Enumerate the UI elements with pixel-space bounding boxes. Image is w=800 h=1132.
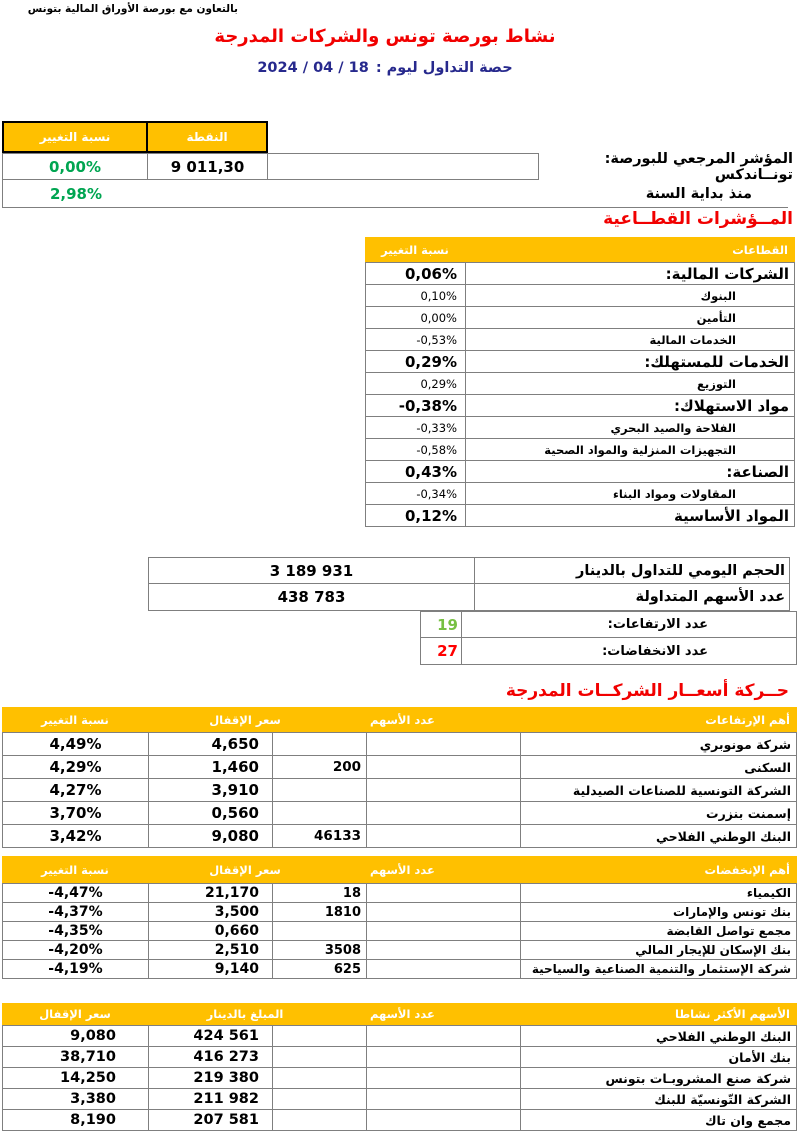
empty-cell bbox=[366, 756, 520, 779]
company-name: شركة الإستثمار والتنمية الصناعية والسياحية bbox=[520, 960, 797, 979]
sector-name: الشركات المالية: bbox=[465, 263, 795, 285]
column-header-close-price: سعر الإقفال bbox=[39, 1007, 111, 1021]
column-header-shares: عدد الأسهم bbox=[370, 1007, 435, 1021]
empty-cell bbox=[366, 779, 520, 802]
empty-cell bbox=[366, 960, 520, 979]
company-name: الكيمياء bbox=[520, 884, 797, 903]
advances-label: عدد الارتفاعات: bbox=[607, 617, 708, 632]
advances-row bbox=[420, 611, 797, 638]
table-row bbox=[2, 1110, 797, 1131]
sector-name: الصناعة: bbox=[465, 461, 795, 483]
sector-change-value: 0,29% bbox=[365, 351, 465, 373]
table-row bbox=[2, 733, 797, 756]
session-label: حصة التداول ليوم : bbox=[375, 60, 513, 76]
traded-shares-value: 438 783 bbox=[149, 584, 475, 610]
shares-value bbox=[272, 733, 366, 756]
sector-change-value: -0,33% bbox=[365, 417, 465, 439]
change-value: -4,37% bbox=[2, 903, 148, 922]
company-name: الشركة التّونسيّة للبنك bbox=[520, 1089, 797, 1110]
empty-cell bbox=[366, 1089, 520, 1110]
shares-value: 3508 bbox=[272, 941, 366, 960]
sector-change-value: -0,53% bbox=[365, 329, 465, 351]
company-name: البنك الوطني الفلاحي bbox=[520, 1026, 797, 1047]
sector-change-value: 0,06% bbox=[365, 263, 465, 285]
company-name: بنك الإسكان للإيجار المالي bbox=[520, 941, 797, 960]
empty-cell bbox=[366, 941, 520, 960]
table-row bbox=[2, 1026, 797, 1047]
index-ytd-row bbox=[2, 180, 788, 208]
sector-name: التأمين bbox=[465, 307, 795, 329]
index-col-header-point: النقطة bbox=[146, 121, 268, 153]
change-value: -4,35% bbox=[2, 922, 148, 941]
sector-change-value: 0,29% bbox=[365, 373, 465, 395]
column-header-shares: عدد الأسهم bbox=[370, 712, 435, 727]
change-value: 3,70% bbox=[2, 802, 148, 825]
sector-name: البنوك bbox=[465, 285, 795, 307]
table-row bbox=[365, 307, 795, 329]
sector-change-value: 0,12% bbox=[365, 505, 465, 527]
table-row bbox=[2, 825, 797, 848]
table-row bbox=[2, 922, 797, 941]
table-row bbox=[365, 285, 795, 307]
movement-section-heading: حــركة أسعــار الشركــات المدرجة bbox=[505, 681, 789, 701]
empty-cell bbox=[267, 153, 539, 180]
index-col-header-change: نسبة التغيير bbox=[2, 121, 148, 153]
table-row bbox=[2, 1047, 797, 1068]
declines-label: عدد الانخفاضات: bbox=[602, 643, 708, 659]
company-name: بنك تونس والإمارات bbox=[520, 903, 797, 922]
shares-value bbox=[272, 802, 366, 825]
sector-section-heading: المــؤشرات القطــاعية bbox=[603, 209, 793, 229]
column-header-shares: عدد الأسهم bbox=[370, 862, 435, 877]
empty-cell bbox=[366, 825, 520, 848]
session-date: 2024 / 04 / 18 bbox=[257, 60, 369, 76]
column-header-top-gainers: أهم الإرتفاعات bbox=[705, 712, 790, 727]
company-name: مجمع تواصل القابضة bbox=[520, 922, 797, 941]
session-line bbox=[0, 60, 770, 76]
price-value: 21,170 bbox=[148, 884, 272, 903]
cooperation-note: بالتعاون مع بورصة الأوراق المالية بتونس bbox=[27, 3, 238, 15]
empty-cell bbox=[366, 1047, 520, 1068]
sector-change-value: 0,10% bbox=[365, 285, 465, 307]
sector-change-value: -0,38% bbox=[365, 395, 465, 417]
price-value: 4,650 bbox=[148, 733, 272, 756]
empty-cell bbox=[366, 884, 520, 903]
price-value: 211 982 bbox=[148, 1089, 272, 1110]
losers-table-body bbox=[2, 883, 797, 979]
shares-value bbox=[272, 1110, 366, 1131]
change-value: -4,47% bbox=[2, 884, 148, 903]
index-point-value: 9 011,30 bbox=[147, 153, 268, 180]
shares-value: 1810 bbox=[272, 903, 366, 922]
sector-change-value: -0,34% bbox=[365, 483, 465, 505]
table-row bbox=[365, 263, 795, 285]
most-active-table-body bbox=[2, 1025, 797, 1131]
change-value: 4,27% bbox=[2, 779, 148, 802]
company-name: الشركة التونسية للصناعات الصيدلية bbox=[520, 779, 797, 802]
table-row bbox=[365, 439, 795, 461]
company-name: البنك الوطني الفلاحي bbox=[520, 825, 797, 848]
empty-cell bbox=[366, 922, 520, 941]
gainers-table-body bbox=[2, 732, 797, 848]
company-name: السكنى bbox=[520, 756, 797, 779]
change-value: 14,250 bbox=[2, 1068, 148, 1089]
volume-row bbox=[148, 557, 790, 584]
sector-name: الخدمات المالية bbox=[465, 329, 795, 351]
shares-value bbox=[272, 1047, 366, 1068]
sector-change-value: -0,58% bbox=[365, 439, 465, 461]
change-value: -4,19% bbox=[2, 960, 148, 979]
price-value: 219 380 bbox=[148, 1068, 272, 1089]
table-row bbox=[2, 941, 797, 960]
change-value: 4,49% bbox=[2, 733, 148, 756]
table-row bbox=[365, 329, 795, 351]
sector-name: مواد الاستهلاك: bbox=[465, 395, 795, 417]
shares-value bbox=[272, 1089, 366, 1110]
column-header-top-losers: أهم الإنخفضات bbox=[704, 862, 790, 877]
report-title: نشاط بورصة تونس والشركات المدرجة bbox=[214, 26, 556, 47]
change-value: 3,380 bbox=[2, 1089, 148, 1110]
company-name: بنك الأمان bbox=[520, 1047, 797, 1068]
change-value: 4,29% bbox=[2, 756, 148, 779]
price-value: 207 581 bbox=[148, 1110, 272, 1131]
price-value: 9,140 bbox=[148, 960, 272, 979]
shares-value bbox=[272, 779, 366, 802]
table-row bbox=[2, 756, 797, 779]
company-name: شركة صنع المشروبـات بتونس bbox=[520, 1068, 797, 1089]
gainers-table-header bbox=[2, 707, 797, 732]
table-row bbox=[2, 1068, 797, 1089]
shares-value bbox=[272, 1026, 366, 1047]
company-name: مجمع وان تاك bbox=[520, 1110, 797, 1131]
table-row bbox=[365, 461, 795, 483]
traded-shares-label: عدد الأسهم المتداولة bbox=[635, 589, 785, 605]
sector-change-value: 0,00% bbox=[365, 307, 465, 329]
price-value: 0,560 bbox=[148, 802, 272, 825]
sector-name: الفلاحة والصيد البحري bbox=[465, 417, 795, 439]
sector-name: التجهيزات المنزلية والمواد الصحية bbox=[465, 439, 795, 461]
sector-name: المقاولات ومواد البناء bbox=[465, 483, 795, 505]
table-row bbox=[365, 395, 795, 417]
change-value: 3,42% bbox=[2, 825, 148, 848]
change-value: -4,20% bbox=[2, 941, 148, 960]
price-value: 0,660 bbox=[148, 922, 272, 941]
table-row bbox=[2, 960, 797, 979]
empty-cell bbox=[366, 1068, 520, 1089]
shares-value: 625 bbox=[272, 960, 366, 979]
company-name: شركة مونوبري bbox=[520, 733, 797, 756]
sector-col-header-name: القطاعات bbox=[464, 237, 795, 262]
empty-cell bbox=[366, 903, 520, 922]
price-value: 2,510 bbox=[148, 941, 272, 960]
column-header-close-price: سعر الإقفال bbox=[209, 862, 281, 877]
change-value: 38,710 bbox=[2, 1047, 148, 1068]
index-ytd-label: منذ بداية السنة bbox=[645, 185, 752, 202]
sector-name: الخدمات للمستهلك: bbox=[465, 351, 795, 373]
change-value: 8,190 bbox=[2, 1110, 148, 1131]
table-row bbox=[2, 802, 797, 825]
advances-count: 19 bbox=[421, 612, 462, 637]
table-row bbox=[2, 884, 797, 903]
company-name: إسمنت بنزرت bbox=[520, 802, 797, 825]
declines-row bbox=[420, 638, 797, 665]
table-row bbox=[365, 351, 795, 373]
shares-value: 18 bbox=[272, 884, 366, 903]
table-row bbox=[2, 903, 797, 922]
declines-count: 27 bbox=[421, 638, 462, 664]
index-row-label: المؤشر المرجعي للبورصة: تونــاندكس bbox=[604, 150, 793, 183]
column-header-change: نسبة التغيير bbox=[41, 712, 109, 727]
table-row bbox=[365, 417, 795, 439]
table-row bbox=[2, 779, 797, 802]
change-value: 9,080 bbox=[2, 1026, 148, 1047]
shares-value: 46133 bbox=[272, 825, 366, 848]
empty-cell bbox=[366, 733, 520, 756]
price-value: 3,500 bbox=[148, 903, 272, 922]
shares-value: 200 bbox=[272, 756, 366, 779]
price-value: 1,460 bbox=[148, 756, 272, 779]
shares-value bbox=[272, 1068, 366, 1089]
price-value: 416 273 bbox=[148, 1047, 272, 1068]
table-row bbox=[365, 505, 795, 527]
empty-cell bbox=[366, 1110, 520, 1131]
price-value: 9,080 bbox=[148, 825, 272, 848]
table-row bbox=[365, 483, 795, 505]
column-header-most-active: الأسهم الأكثر نشاطا bbox=[675, 1007, 790, 1021]
index-change-value: 0,00% bbox=[2, 153, 148, 180]
column-header-close-price: سعر الإقفال bbox=[209, 712, 281, 727]
table-row bbox=[365, 373, 795, 395]
sector-name: التوزيع bbox=[465, 373, 795, 395]
sector-table-body bbox=[365, 262, 795, 527]
empty-cell bbox=[366, 802, 520, 825]
price-value: 424 561 bbox=[148, 1026, 272, 1047]
volume-label: الحجم اليومي للتداول بالدينار bbox=[576, 562, 785, 579]
index-ytd-change-value: 2,98% bbox=[49, 184, 103, 203]
sector-name: المواد الأساسية bbox=[465, 505, 795, 527]
column-header-change: نسبة التغيير bbox=[41, 862, 109, 877]
empty-cell bbox=[366, 1026, 520, 1047]
column-header-amount-dinar: المبلغ بالدينار bbox=[206, 1007, 284, 1021]
shares-value bbox=[272, 922, 366, 941]
traded-shares-row bbox=[148, 584, 790, 611]
sector-col-header-change: نسبة التغيير bbox=[365, 237, 465, 262]
sector-change-value: 0,43% bbox=[365, 461, 465, 483]
most-active-table-header bbox=[2, 1003, 797, 1025]
losers-table-header bbox=[2, 856, 797, 883]
price-value: 3,910 bbox=[148, 779, 272, 802]
table-row bbox=[2, 1089, 797, 1110]
volume-value: 3 189 931 bbox=[149, 558, 475, 583]
